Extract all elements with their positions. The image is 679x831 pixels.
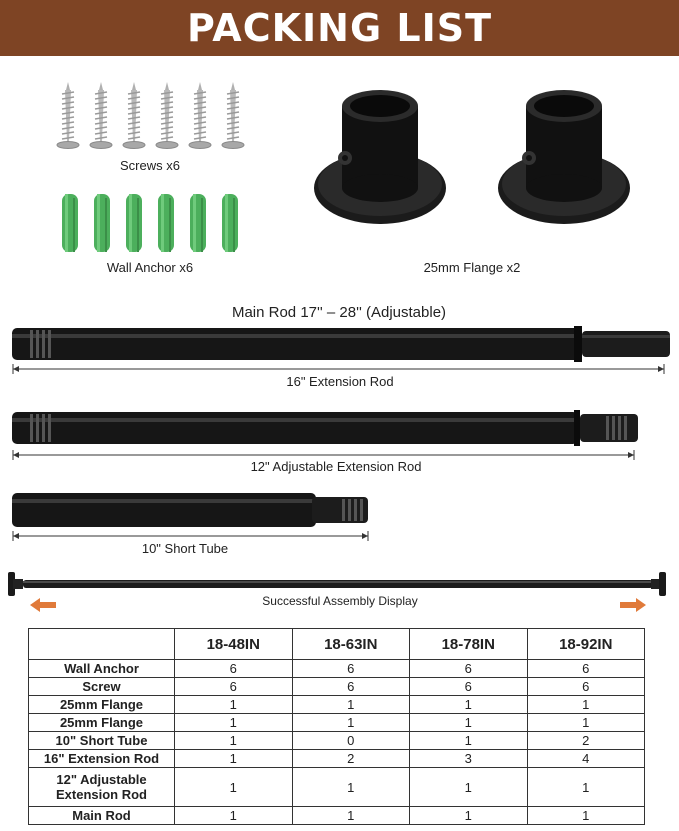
table-header-cell: 18-48IN xyxy=(175,629,293,660)
table-cell: 1 xyxy=(527,807,645,825)
extension-16-label: 16" Extension Rod xyxy=(286,374,394,389)
table-cell: 1 xyxy=(292,696,410,714)
table-cell: 1 xyxy=(175,768,293,807)
table-cell: 6 xyxy=(292,678,410,696)
flange-left-image xyxy=(312,88,448,240)
arrow-left-icon xyxy=(30,598,56,612)
screws-image xyxy=(52,82,252,154)
table-cell: 4 xyxy=(527,750,645,768)
wall-anchor-icon xyxy=(62,194,78,252)
wall-anchor-icon xyxy=(222,194,238,252)
table-cell: 1 xyxy=(410,714,528,732)
wall-anchor-icon xyxy=(158,194,174,252)
row-label: 12" Adjustable Extension Rod xyxy=(29,768,175,807)
row-label: Wall Anchor xyxy=(29,660,175,678)
row-label: 16" Extension Rod xyxy=(29,750,175,768)
table-row xyxy=(29,696,645,714)
row-label: Screw xyxy=(29,678,175,696)
flange-right-image xyxy=(496,88,632,240)
wall-anchors-image xyxy=(58,190,248,254)
table-header-cell: 18-63IN xyxy=(292,629,410,660)
table-cell: 6 xyxy=(175,660,293,678)
main-rod-image xyxy=(12,326,672,362)
table-cell: 1 xyxy=(175,750,293,768)
screw-icon xyxy=(156,82,178,149)
title-banner xyxy=(0,0,679,56)
table-cell: 1 xyxy=(292,768,410,807)
wall-anchor-label: Wall Anchor x6 xyxy=(106,260,194,275)
table-cell: 1 xyxy=(292,807,410,825)
table-cell: 6 xyxy=(410,678,528,696)
screw-icon xyxy=(90,82,112,149)
screw-icon xyxy=(222,82,244,149)
table-header-cell: 18-78IN xyxy=(410,629,528,660)
table-row xyxy=(29,678,645,696)
table-cell: 1 xyxy=(175,714,293,732)
table-cell: 2 xyxy=(527,732,645,750)
table-cell: 1 xyxy=(527,714,645,732)
assembly-label: Successful Assembly Display xyxy=(262,594,418,608)
table-cell: 1 xyxy=(175,807,293,825)
table-cell: 1 xyxy=(175,732,293,750)
table-cell: 0 xyxy=(292,732,410,750)
screw-icon xyxy=(123,82,145,149)
table-cell: 1 xyxy=(410,807,528,825)
table-cell: 1 xyxy=(527,768,645,807)
wall-anchor-icon xyxy=(126,194,142,252)
row-label: 25mm Flange xyxy=(29,696,175,714)
table-row xyxy=(29,750,645,768)
table-cell: 3 xyxy=(410,750,528,768)
table-cell: 1 xyxy=(410,696,528,714)
table-row xyxy=(29,768,645,807)
table-cell: 1 xyxy=(527,696,645,714)
table-header-cell: 18-92IN xyxy=(527,629,645,660)
table-cell: 6 xyxy=(175,678,293,696)
row-label: Main Rod xyxy=(29,807,175,825)
wall-anchor-icon xyxy=(190,194,206,252)
table-row xyxy=(29,807,645,825)
row-label: 25mm Flange xyxy=(29,714,175,732)
main-rod-label: Main Rod 17'' – 28'' (Adjustable) xyxy=(231,304,447,321)
table-cell: 6 xyxy=(527,678,645,696)
table-row xyxy=(29,714,645,732)
table-cell: 6 xyxy=(292,660,410,678)
screw-icon xyxy=(189,82,211,149)
screws-label: Screws x6 xyxy=(120,158,180,173)
page-title: PACKING LIST xyxy=(186,6,493,50)
arrow-right-icon xyxy=(620,598,646,612)
assembly-rod-image xyxy=(8,572,666,596)
table-cell: 1 xyxy=(410,732,528,750)
packing-table xyxy=(28,628,645,825)
flange-label: 25mm Flange x2 xyxy=(423,260,521,275)
short-tube-image xyxy=(12,493,370,527)
row-label: 10" Short Tube xyxy=(29,732,175,750)
table-cell: 1 xyxy=(175,696,293,714)
table-cell: 6 xyxy=(410,660,528,678)
table-cell: 1 xyxy=(410,768,528,807)
table-row xyxy=(29,660,645,678)
screw-icon xyxy=(57,82,79,149)
table-cell: 6 xyxy=(527,660,645,678)
wall-anchor-icon xyxy=(94,194,110,252)
short-tube-dimension xyxy=(12,531,370,541)
table-row xyxy=(29,732,645,750)
table-header-row xyxy=(29,629,645,660)
table-header-cell xyxy=(29,629,175,660)
extension-16-dimension xyxy=(12,364,666,374)
short-tube-label: 10" Short Tube xyxy=(141,541,229,556)
table-cell: 1 xyxy=(292,714,410,732)
extension-12-label: 12" Adjustable Extension Rod xyxy=(250,459,422,474)
table-cell: 2 xyxy=(292,750,410,768)
extension-12-image xyxy=(12,410,640,446)
